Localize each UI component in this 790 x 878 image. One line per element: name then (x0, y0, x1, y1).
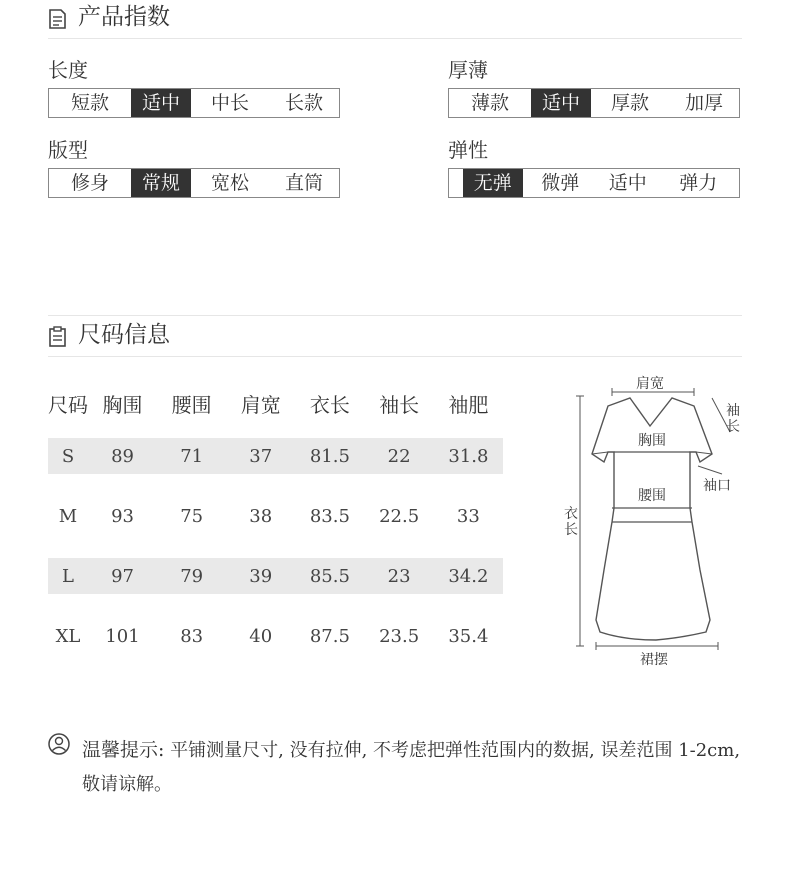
table-cell: 37 (226, 438, 295, 474)
table-row (48, 558, 503, 594)
table-cell: 22 (365, 438, 434, 474)
option: 薄款 (470, 92, 509, 114)
tip-lead: 温馨提示: (82, 739, 165, 761)
user-icon (48, 733, 70, 755)
sleeve-length-label: 袖长 (726, 403, 740, 435)
option: 适中 (608, 172, 647, 194)
tip-text: 平铺测量尺寸, 没有拉伸, 不考虑把弹性范围内的数据, 误差范围 1-2cm, 敬请谅解。 (82, 740, 741, 795)
thickness-label: 厚薄 (448, 58, 488, 82)
size-info-header (48, 318, 742, 357)
fit-label: 版型 (48, 138, 88, 162)
table-cell: 23 (365, 558, 434, 594)
column-header: 尺码 (48, 392, 88, 417)
section-title: 尺码信息 (78, 322, 170, 348)
table-cell: 93 (111, 505, 134, 527)
table-cell: XL (55, 625, 81, 647)
section-title: 产品指数 (78, 4, 170, 30)
table-cell: M (58, 505, 78, 527)
table-cell: 22.5 (379, 505, 420, 527)
chest-label: 胸围 (638, 433, 666, 449)
table-row (48, 438, 503, 474)
table-cell: 38 (249, 505, 273, 527)
table-cell: 23.5 (379, 625, 420, 647)
table-cell: 34.2 (434, 558, 503, 594)
table-cell: 33 (456, 505, 480, 527)
table-cell: 35.4 (448, 625, 489, 647)
column-header: 肩宽 (240, 392, 281, 417)
divider (48, 315, 742, 316)
column-header: 胸围 (102, 392, 143, 417)
tip-note (82, 733, 752, 802)
table-cell: 97 (88, 558, 157, 594)
elasticity-label: 弹性 (448, 138, 488, 162)
column-header: 衣长 (309, 392, 350, 417)
hem-label: 裙摆 (640, 652, 668, 668)
table-cell: 40 (249, 625, 273, 647)
column-header: 腰围 (171, 392, 212, 417)
option: 宽松 (210, 172, 249, 194)
table-header-row (48, 380, 503, 426)
waist-label: 腰围 (638, 488, 666, 504)
table-cell: L (48, 558, 88, 594)
table-cell: 39 (226, 558, 295, 594)
table-cell: 83.5 (309, 505, 350, 527)
cuff-label: 袖口 (703, 478, 731, 494)
table-cell: S (48, 438, 88, 474)
option: 长款 (284, 92, 323, 114)
table-cell: 75 (180, 505, 204, 527)
option-selected: 无弹 (463, 169, 523, 197)
table-cell: 81.5 (295, 438, 364, 474)
option-selected: 常规 (131, 169, 191, 197)
table-cell: 83 (180, 625, 204, 647)
fit-options (48, 168, 340, 198)
document-icon (48, 8, 68, 30)
table-cell: 85.5 (295, 558, 364, 594)
option: 中长 (210, 92, 249, 114)
length-options (48, 88, 340, 118)
option: 修身 (70, 172, 109, 194)
table-cell: 31.8 (434, 438, 503, 474)
size-table (48, 380, 503, 654)
option: 微弹 (541, 172, 580, 194)
length-diagram-label: 衣长 (564, 506, 578, 538)
clipboard-icon (48, 326, 68, 348)
table-cell: 71 (157, 438, 226, 474)
table-row (48, 618, 503, 654)
length-label: 长度 (48, 58, 88, 82)
dress-diagram (560, 370, 750, 670)
option: 弹力 (679, 172, 718, 194)
thickness-options (448, 88, 740, 118)
option: 短款 (70, 92, 109, 114)
column-header: 袖长 (379, 392, 420, 417)
elasticity-options (448, 168, 740, 198)
table-cell: 87.5 (309, 625, 350, 647)
option: 厚款 (610, 92, 649, 114)
shoulder-label: 肩宽 (636, 376, 664, 392)
option: 直筒 (284, 172, 323, 194)
table-cell: 89 (88, 438, 157, 474)
option-selected: 适中 (531, 89, 591, 117)
table-cell: 101 (105, 625, 140, 647)
table-row (48, 498, 503, 534)
column-header: 袖肥 (448, 392, 489, 417)
table-cell: 79 (157, 558, 226, 594)
option: 加厚 (684, 92, 723, 114)
option-selected: 适中 (131, 89, 191, 117)
product-index-header (48, 0, 742, 39)
